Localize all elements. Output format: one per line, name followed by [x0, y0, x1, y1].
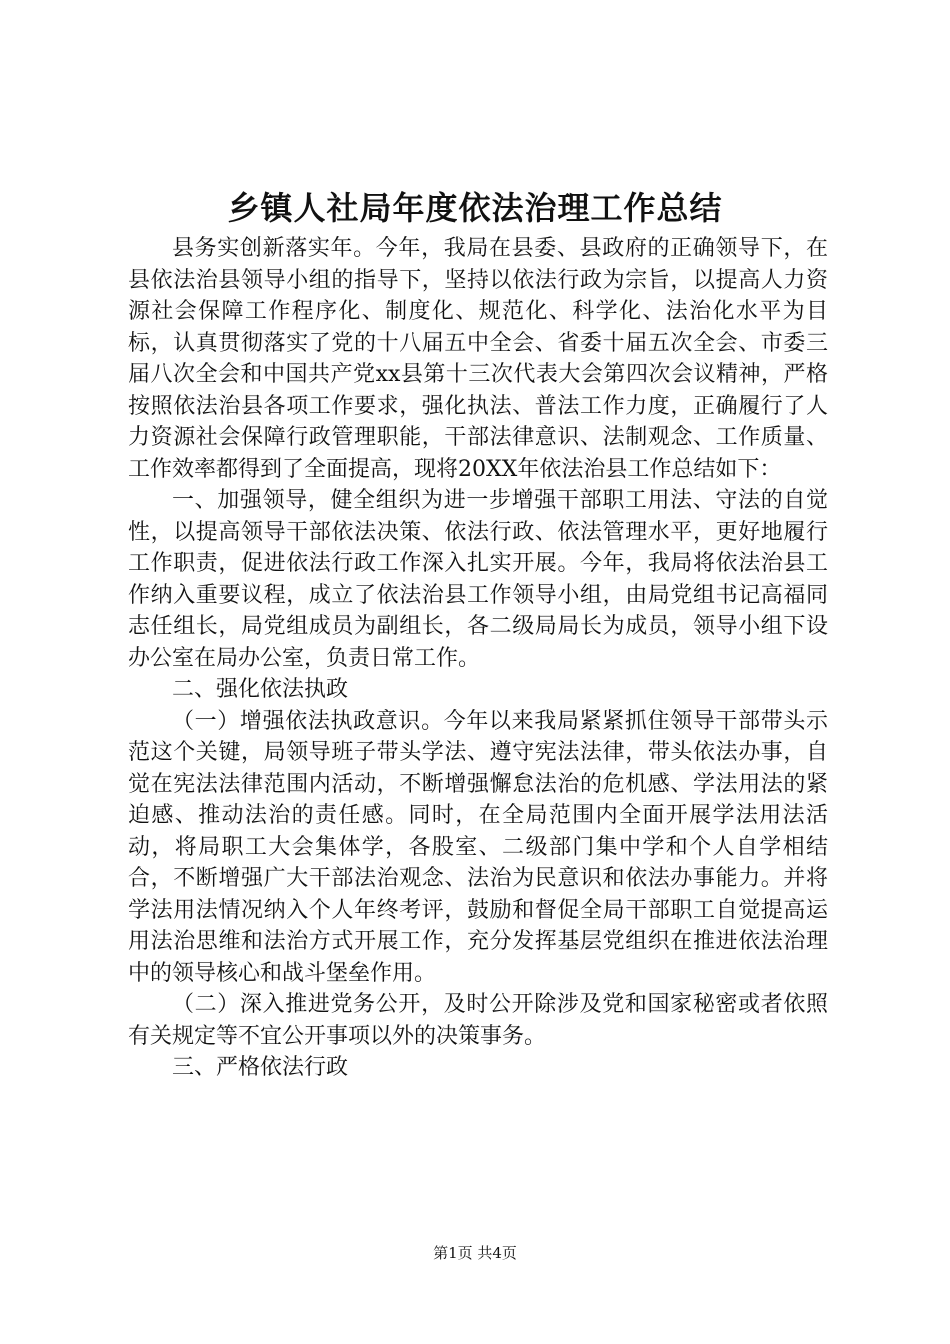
- section-2-item-1-paragraph: （一）增强依法执政意识。今年以来我局紧紧抓住领导干部带头示范这个关键，局领导班子带头学法、遵守宪法法律，带头依法办事，自觉在宪法法律范围内活动，不断增强懈怠法治的危机感、学法用法的紧迫感、推动法治的责任感。同时，在全局范围内全面开展学法用法活动，将局职工大会集体学，各股室、二级部门集中学和个人自学相结合，不断增强广大干部法治观念、法治为民意识和依法办事能力。并将学法用法情况纳入个人年终考评，鼓励和督促全局干部职工自觉提高运用法治思维和法治方式开展工作，充分发挥基层党组织在推进依法治理中的领导核心和战斗堡垒作用。: [128, 708, 828, 986]
- section-3-heading: 三、严格依法行政: [172, 1055, 349, 1080]
- document-title: 乡镇人社局年度依法治理工作总结: [227, 189, 723, 227]
- section-2-heading: 二、强化依法执政: [172, 677, 349, 702]
- document-body: [128, 233, 828, 1084]
- page-footer: 第1页 共4页: [433, 1244, 517, 1262]
- section-2-item-2-paragraph: （二）深入推进党务公开，及时公开除涉及党和国家秘密或者依照有关规定等不宜公开事项以外的决策事务。: [128, 992, 828, 1049]
- intro-paragraph: 县务实创新落实年。今年，我局在县委、县政府的正确领导下，在县依法治县领导小组的指导下，坚持以依法行政为宗旨，以提高人力资源社会保障工作程序化、制度化、规范化、科学化、法治化水平为目标，认真贯彻落实了党的十八届五中全会、省委十届五次全会、市委三届八次全会和中国共产党xx县第十三次代表大会第四次会议精神，严格按照依法治县各项工作要求，强化执法、普法工作力度，正确履行了人力资源社会保障行政管理职能，干部法律意识、法制观念、工作质量、工作效率都得到了全面提高，现将20XX年依法治县工作总结如下：: [128, 236, 828, 482]
- section-1-paragraph: 一、加强领导，健全组织为进一步增强干部职工用法、守法的自觉性，以提高领导干部依法决策、依法行政、依法管理水平，更好地履行工作职责，促进依法行政工作深入扎实开展。今年，我局将依法治县工作纳入重要议程，成立了依法治县工作领导小组，由局党组书记高福同志任组长，局党组成员为副组长，各二级局局长为成员，领导小组下设办公室在局办公室，负责日常工作。: [128, 488, 828, 671]
